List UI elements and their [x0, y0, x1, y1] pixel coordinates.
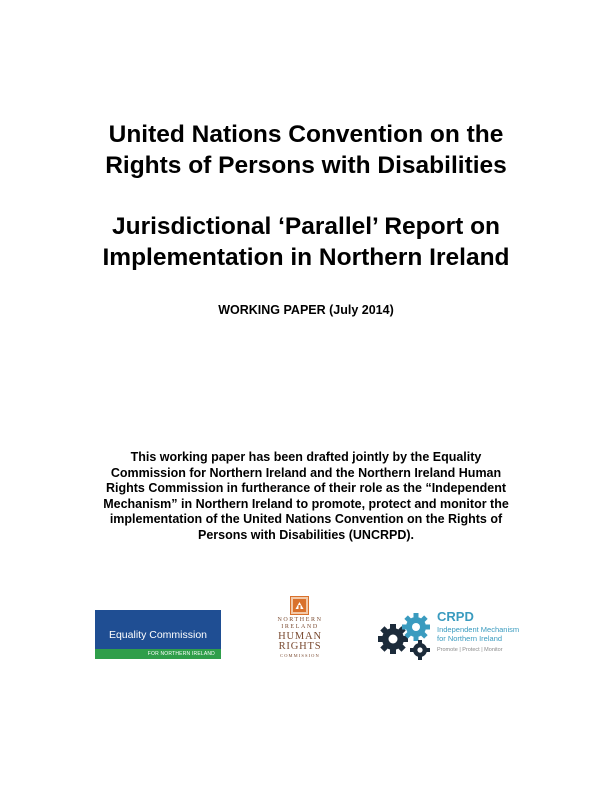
intro-line: Rights Commission in furtherance of their role as the “Independent [105, 481, 507, 496]
crpd-tagline: Promote | Protect | Monitor [437, 647, 503, 653]
nihrc-emblem-icon [290, 596, 309, 615]
document-title [40, 119, 572, 181]
intro-line: Persons with Disabilities (UNCRPD). [197, 527, 414, 542]
nihrc-line: COMMISSION [280, 653, 320, 658]
intro-line: Mechanism” in Northern Ireland to promote, protect and monitor the [103, 496, 509, 511]
working-paper-label: WORKING PAPER (July 2014) [218, 303, 394, 317]
crpd-subtitle [437, 626, 547, 643]
title-line: United Nations Convention on the [108, 121, 504, 148]
subtitle-line: Implementation in Northern Ireland [102, 244, 510, 271]
nihrc-line: RIGHTS [278, 641, 322, 652]
nihrc-line: NORTHERN [277, 617, 323, 623]
equality-commission-name: Equality Commission [108, 629, 208, 641]
nihrc-logo [268, 596, 332, 662]
nihrc-line: HUMAN [278, 631, 322, 642]
intro-paragraph [70, 450, 542, 544]
equality-commission-logo [95, 610, 221, 659]
equality-commission-sub: FOR NORTHERN IRELAND [147, 651, 215, 657]
subtitle-line: Jurisdictional ‘Parallel’ Report on [111, 213, 501, 240]
crpd-logo [376, 605, 536, 663]
title-line: Rights of Persons with Disabilities [105, 152, 507, 179]
document-subtitle [40, 211, 572, 273]
intro-line: This working paper has been drafted jointly by the Equality [130, 450, 482, 464]
intro-line: Commission for Northern Ireland and the Northern Ireland Human [110, 465, 502, 480]
crpd-title: CRPD [437, 609, 474, 624]
nihrc-line: IRELAND [281, 624, 319, 630]
crpd-subtitle-line: Independent Mechanism [437, 625, 520, 634]
gears-icon [376, 605, 436, 663]
crpd-subtitle-line: for Northern Ireland [437, 633, 503, 643]
intro-line: implementation of the United Nations Convention on the Rights of [109, 512, 503, 527]
